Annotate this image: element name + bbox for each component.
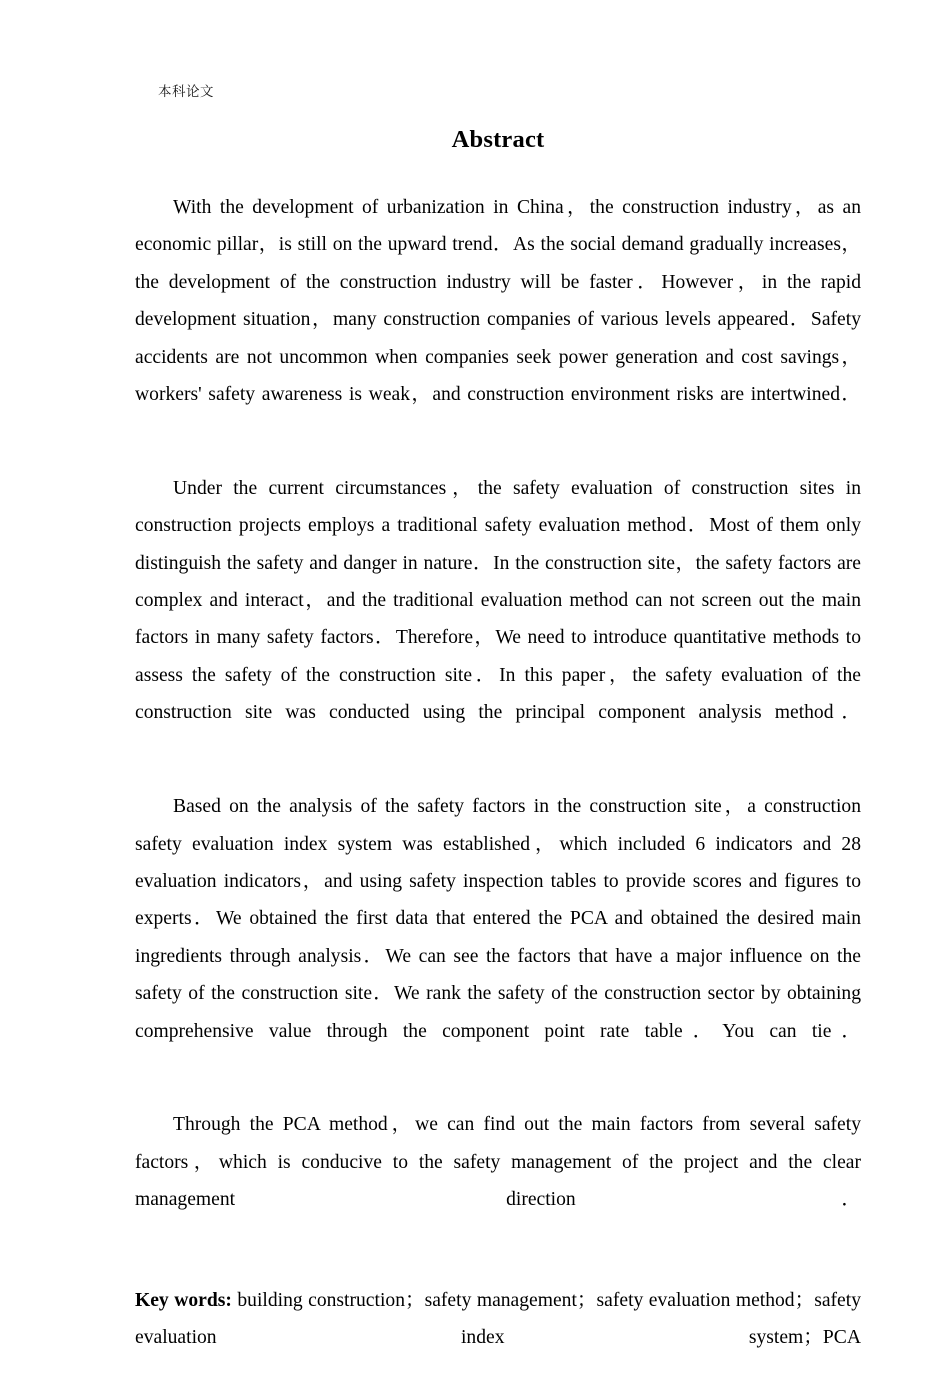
abstract-content	[135, 122, 861, 1394]
abstract-paragraph-1: With the development of urbanization in China，the construction industry，as an economic pillar，is still on the upward trend．As the social demand gradually increases，the development of the construction industry will be faster．However，in the rapid development situation，many construction companies of various levels appeared．Safety accidents are not uncommon when companies seek power generation and cost savings，workers' safety awareness is weak，and construction environment risks are intertwined．	[135, 197, 861, 406]
abstract-paragraph-2: Under the current circumstances，the safety evaluation of construction sites in construction projects employs a traditional safety evaluation method．Most of them only distinguish the safety and danger in nature．In the construction site，the safety factors are complex and interact，and the traditional evaluation method can not screen out the main factors in many safety factors．Therefore，We need to introduce quantitative methods to assess the safety of the construction site．In this paper，the safety evaluation of the construction site was conducted using the principal component analysis method．	[135, 477, 861, 724]
keywords-line	[135, 1256, 861, 1394]
keywords-label: Key words:	[135, 1289, 232, 1311]
keywords-value: building construction；safety management；safety evaluation method；safety evaluation index system；PCA	[135, 1289, 861, 1349]
abstract-paragraph-4: Through the PCA method，we can find out the main factors from several safety factors，which is conducive to the safety management of the project and the clear management direction．	[135, 1114, 861, 1211]
abstract-paragraph-3: Based on the analysis of the safety factors in the construction site，a construction safety evaluation index system was established，which included 6 indicators and 28 evaluation indicators，and using safety inspection tables to provide scores and figures to experts．We obtained the first data that entered the PCA and obtained the desired main ingredients through analysis．We can see the factors that have a major influence on the safety of the construction site．We rank the safety of the construction sector by obtaining comprehensive value through the component point rate table．You can tie．	[135, 796, 861, 1042]
page-title: Abstract	[451, 126, 545, 153]
running-header: 本科论文	[158, 84, 214, 100]
